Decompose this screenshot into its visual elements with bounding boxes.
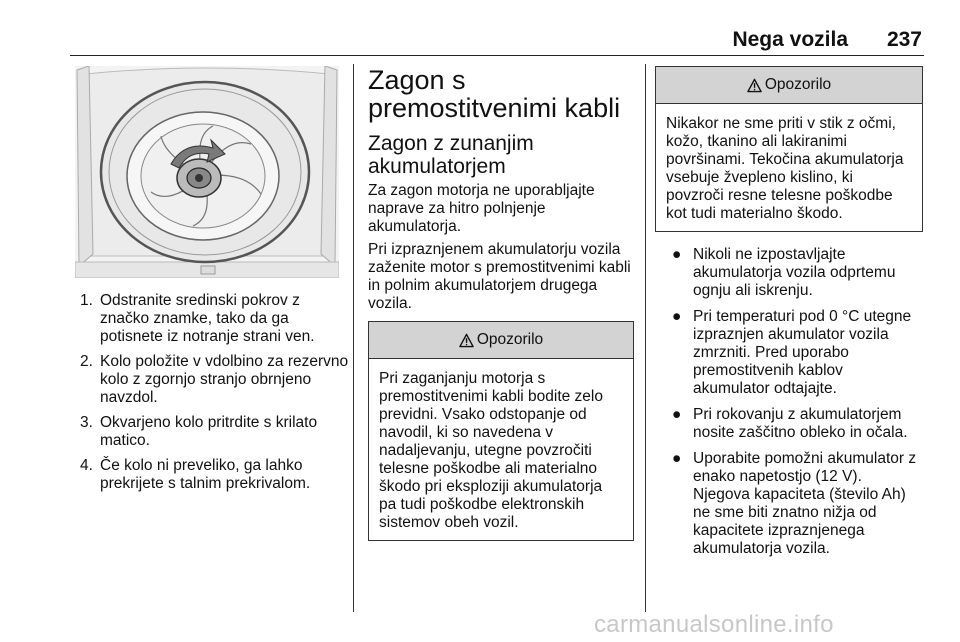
instruction-steps [80, 292, 350, 500]
warning-label: Opozorilo [764, 76, 832, 93]
list-item [80, 414, 350, 450]
spare-wheel-illustration [75, 66, 339, 278]
header-rule [70, 55, 924, 56]
step-text: Odstranite sredinski pokrov z značko znamke, tako da ga potisnete iz notranje strani ven. [100, 292, 315, 345]
list-item [80, 292, 350, 346]
subsection-heading: Zagon z zunanjim akumulatorjem [368, 132, 534, 178]
right-column [655, 66, 923, 566]
list-item [655, 308, 923, 398]
step-text: Kolo položite v vdolbino za rezervno kolo z zgornjo stranjo obrnjeno navzdol. [100, 353, 349, 406]
step-number: 3. [80, 414, 93, 431]
list-item [655, 406, 923, 442]
column-divider-left [353, 64, 354, 612]
step-number: 2. [80, 353, 93, 370]
warning-triangle-icon [747, 78, 762, 93]
bullet-icon: ● [672, 406, 682, 423]
warning-text: Nikakor ne sme priti v stik z očmi, kožo, tkanino ali lakiranimi površinami. Tekočina akumulatorja vsebuje žvepleno kislino, ki povzroči resne telesne poškodbe kot tudi materialno škodo. [666, 115, 904, 222]
column-divider-right [645, 64, 646, 612]
list-item [80, 353, 350, 407]
watermark: carmanualsonline.info [594, 611, 834, 638]
step-text: Okvarjeno kolo pritrdite s krilato matico. [100, 414, 318, 449]
list-item [655, 450, 923, 558]
bullet-text: Pri temperaturi pod 0 °C utegne izpraznjen akumulator vozila zmrzniti. Pred uporabo premostitvenih kablov akumulator odtajajte. [693, 308, 912, 397]
bullet-icon: ● [672, 450, 682, 467]
step-number: 1. [80, 292, 93, 309]
paragraph: Za zagon motorja ne uporabljajte naprave za hitro polnjenje akumulatorja. [368, 182, 595, 235]
bullet-text: Pri rokovanju z akumulatorjem nosite zaščitno obleko in očala. [693, 406, 908, 441]
section-heading: Zagon s premostitvenimi kabli [368, 65, 621, 123]
bullet-icon: ● [672, 308, 682, 325]
page-number: 237 [886, 28, 922, 51]
section-title: Nega vozila [732, 28, 848, 51]
bullet-text: Uporabite pomožni akumulator z enako napetostjo (12 V). Njegova kapaciteta (število Ah) ne sme biti znatno nižja od kapacitete izpraznjenega akumulatorja vozila. [693, 450, 917, 557]
page-header [0, 24, 960, 54]
bullet-icon: ● [672, 246, 682, 263]
paragraph: Pri izpraznjenem akumulatorju vozila zaženite motor s premostitvenimi kabli in polnim akumulatorjem drugega vozila. [368, 241, 631, 312]
step-text: Če kolo ni preveliko, ga lahko prekrijete s talnim prekrivalom. [100, 457, 311, 492]
warning-text: Pri zaganjanju motorja s premostitvenimi kabli bodite zelo previdni. Vsako odstopanje od navodil, ki so navedena v nadaljevanju, utegne povzročiti telesne poškodbe ali materialno škodo pri eksploziji akumulatorja pa tudi poškodbe elektronskih sistemov obeh vozil. [379, 370, 603, 531]
warning-box [368, 321, 634, 541]
warning-label: Opozorilo [476, 331, 544, 348]
list-item [655, 246, 923, 300]
warning-header [656, 67, 922, 104]
main-column [368, 66, 634, 541]
warning-box [655, 66, 923, 232]
bullet-list [655, 246, 923, 558]
warning-triangle-icon [459, 333, 474, 348]
warning-header [369, 322, 633, 359]
list-item [80, 457, 350, 493]
bullet-text: Nikoli ne izpostavljajte akumulatorja vozila odprtemu ognju ali iskrenju. [693, 246, 896, 299]
step-number: 4. [80, 457, 93, 474]
